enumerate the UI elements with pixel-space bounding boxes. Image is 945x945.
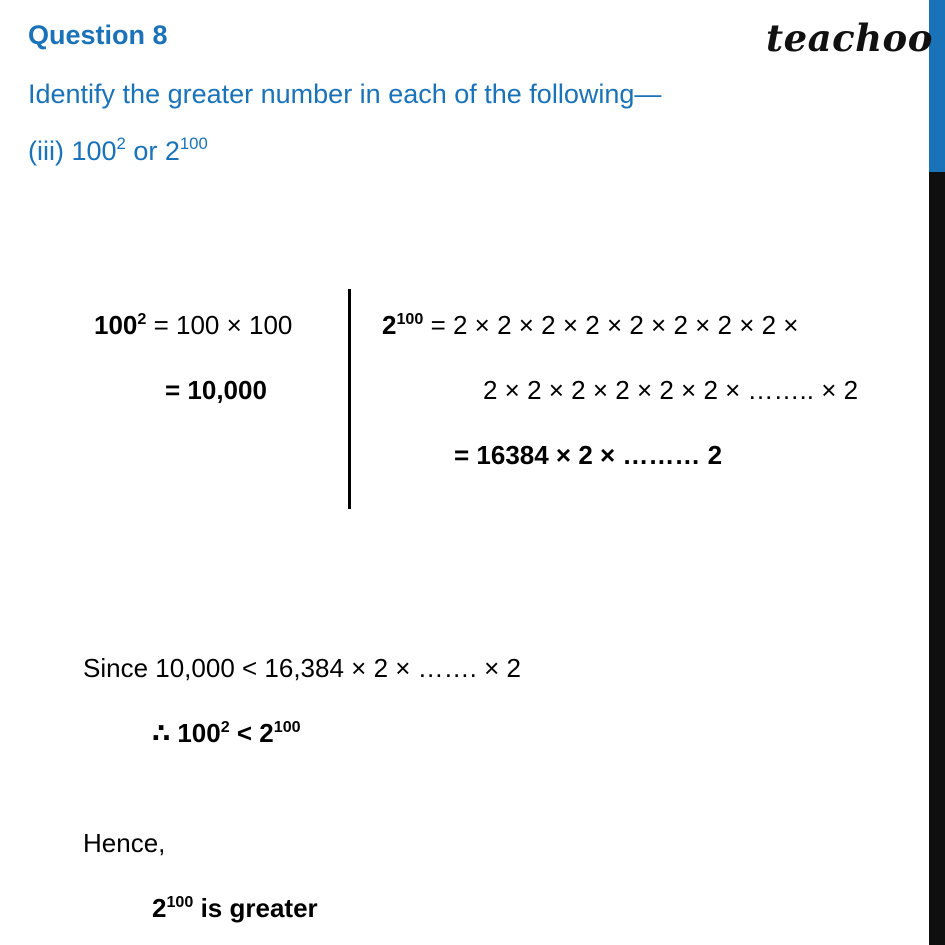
therefore-prefix: ∴ 100 [152,718,221,748]
left-line-1 [94,310,292,341]
hence-label: Hence, [83,828,166,858]
therefore-exponent-b: 100 [273,717,301,736]
therefore-middle: < 2 [229,718,274,748]
final-exponent: 100 [166,892,194,911]
right-line-2: 2 × 2 × 2 × 2 × 2 × 2 × …….. × 2 [483,375,859,405]
final-base: 2 [152,893,167,923]
right-line-3: = 16384 × 2 × ……… 2 [454,440,723,470]
left-exponent: 2 [137,309,147,328]
teachoo-logo: teachoo [766,16,933,60]
part-middle: or 2 [125,136,180,166]
left-line-2: = 10,000 [165,375,267,405]
final-answer [152,893,318,924]
part-exponent-b: 100 [179,134,208,154]
right-exponent: 100 [396,309,424,328]
question-part [28,136,208,167]
final-rest: is greater [193,893,318,923]
therefore-line [152,718,301,749]
left-expansion: = 100 × 100 [146,310,293,340]
right-line-1 [382,310,799,341]
part-prefix: (iii) 100 [28,136,117,166]
right-base: 2 [382,310,397,340]
right-expansion: = 2 × 2 × 2 × 2 × 2 × 2 × 2 × 2 × [423,310,799,340]
therefore-exponent-a: 2 [220,717,230,736]
question-text: Identify the greater number in each of the following— [28,79,662,109]
left-base: 100 [94,310,138,340]
column-divider [348,289,351,509]
question-label: Question 8 [28,20,168,50]
since-line: Since 10,000 < 16,384 × 2 × ……. × 2 [83,653,521,683]
part-exponent-a: 2 [116,134,126,154]
